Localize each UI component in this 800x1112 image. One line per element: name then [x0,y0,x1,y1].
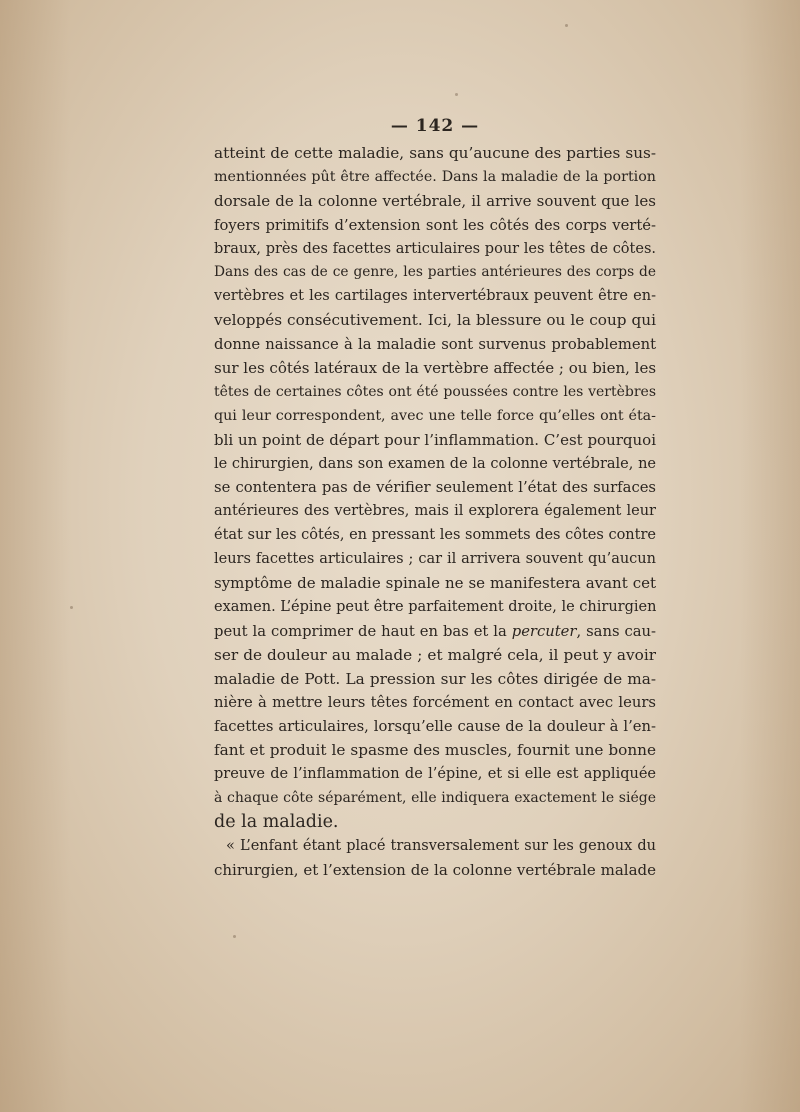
text-line: preuve de l’inflammation de l’épine, et si elle est appliquée [214,766,656,783]
text-line: le chirurgien, dans son examen de la colonne vertébrale, ne [214,455,656,472]
text-line: bli un point de départ pour l’inflammation. C’est pourquoi [214,430,656,449]
text-line: fant et produit le spasme des muscles, fournit une bonne [214,741,656,760]
text-line: à chaque côte séparément, elle indiquera exactement le siége [214,790,656,807]
text-line: qui leur correspondent, avec une telle force qu’elles ont éta- [214,407,656,424]
page-number: — 142 — [390,116,480,136]
text-line: « L’enfant étant placé transversalement sur les genoux du [226,837,656,854]
text-line: foyers primitifs d’extension sont les côtés des corps verté- [214,216,656,234]
text-line: antérieures des vertèbres, mais il explorera également leur [214,503,656,520]
text-line: ser de douleur au malade ; et malgré cela, il peut y avoir [214,645,656,664]
text-line: chirurgien, et l’extension de la colonne vertébrale malade [214,860,656,879]
text-run: peut la comprimer de haut en bas et la [214,622,512,640]
paper-speck [70,606,73,609]
text-line: se contentera pas de vérifier seulement l’état des surfaces [214,479,656,497]
text-line: veloppés consécutivement. Ici, la blessure ou le coup qui [214,311,656,330]
text-line: nière à mettre leurs têtes forcément en contact avec leurs [214,694,656,712]
text-line: donne naissance à la maladie sont survenus probablement [214,336,656,354]
body-text [214,142,656,883]
text-line: vertèbres et les cartilages intervertébraux peuvent être en- [214,288,656,305]
text-line: dorsale de la colonne vertébrale, il arrive souvent que les [214,191,656,210]
page-edge-shadow-right [740,0,800,1112]
text-line: de la maladie. [214,811,339,832]
text-line: symptôme de maladie spinale ne se manifestera avant cet [214,574,656,593]
italic-word: percuter [511,622,577,640]
paper-speck [455,93,458,96]
text-line: atteint de cette maladie, sans qu’aucune des parties sus- [214,144,656,162]
text-line: leurs facettes articulaires ; car il arrivera souvent qu’aucun [214,551,656,568]
text-line: sur les côtés latéraux de la vertèbre affectée ; ou bien, les [214,359,656,378]
page-edge-shadow-left [0,0,70,1112]
text-line: facettes articulaires, lorsqu’elle cause de la douleur à l’en- [214,718,656,736]
text-line: Dans des cas de ce genre, les parties antérieures des corps de [214,264,656,281]
text-run: , sans cau- [576,622,656,640]
text-line: maladie de Pott. La pression sur les côtes dirigée de ma- [214,669,656,688]
text-line: mentionnées pût être affectée. Dans la maladie de la portion [214,168,656,185]
text-line-with-italic [214,620,656,644]
text-line: état sur les côtés, en pressant les sommets des côtes contre [214,527,656,544]
text-line: têtes de certaines côtes ont été poussées contre les vertèbres [214,383,656,400]
text-line: braux, près des facettes articulaires pour les têtes de côtes. [214,240,656,257]
paper-speck [233,935,236,938]
paper-speck [565,24,568,27]
text-line: examen. L’épine peut être parfaitement droite, le chirurgien [214,598,656,615]
